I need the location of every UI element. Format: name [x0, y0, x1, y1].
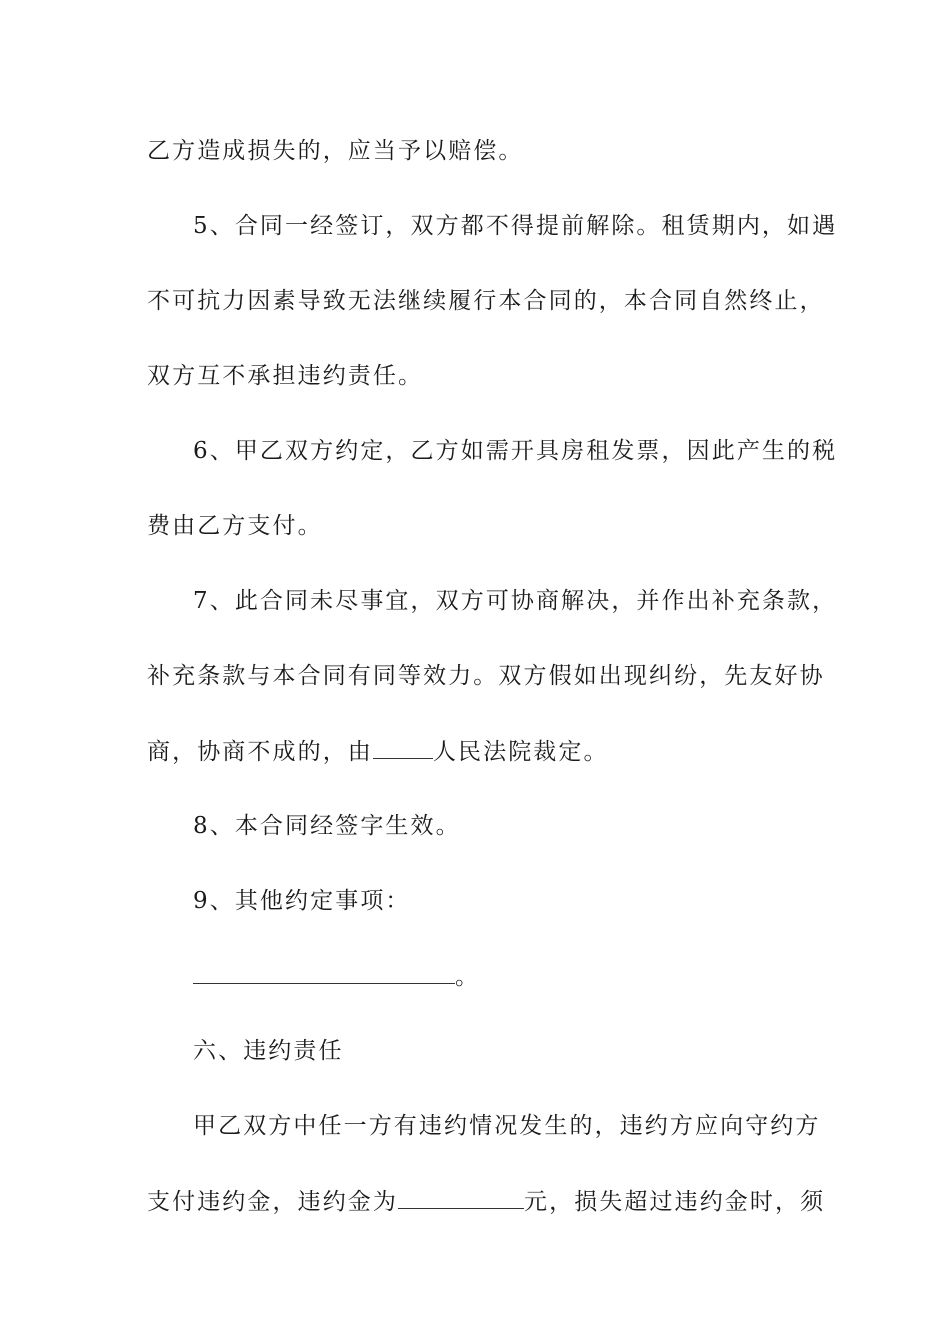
penalty-text-after: 元，损失超过违约金时，须 — [524, 1189, 826, 1215]
clause-6-line-2: 费由乙方支付。 — [147, 513, 323, 539]
court-text-after: 人民法院裁定。 — [432, 739, 609, 765]
clause-5-line-2: 不可抗力因素导致无法继续履行本合同的，本合同自然终止， — [147, 288, 825, 314]
other-matters-blank — [193, 961, 455, 984]
other-matters-line — [193, 961, 863, 992]
court-text-before: 商，协商不成的，由 — [147, 739, 373, 765]
clause-5-line-3: 双方互不承担违约责任。 — [147, 363, 424, 389]
clause-5-line-1: 5、合同一经签订，双方都不得提前解除。租赁期内，如遇 — [193, 213, 838, 239]
penalty-line-1: 甲乙双方中任一方有违约情况发生的，违约方应向守约方 — [193, 1113, 821, 1139]
penalty-amount-blank — [398, 1186, 524, 1209]
clause-7-line-1: 7、此合同未尽事宜，双方可协商解决，并作出补充条款， — [193, 588, 838, 614]
paragraph-line: 乙方造成损失的，应当予以赔偿。 — [147, 138, 524, 164]
clause-8-line: 8、本合同经签字生效。 — [193, 813, 461, 839]
penalty-text-before: 支付违约金，违约金为 — [147, 1189, 398, 1215]
clause-6-line-1: 6、甲乙双方约定，乙方如需开具房租发票，因此产生的税 — [193, 438, 838, 464]
clause-9-line: 9、其他约定事项： — [193, 888, 411, 914]
section-heading: 六、违约责任 — [193, 1038, 344, 1064]
other-matters-period: 。 — [455, 964, 481, 990]
clause-7-line-3 — [147, 736, 817, 767]
penalty-line-2 — [147, 1186, 826, 1217]
clause-7-line-2: 补充条款与本合同有同等效力。双方假如出现纠纷，先友好协 — [147, 663, 825, 689]
court-name-blank — [373, 736, 433, 759]
